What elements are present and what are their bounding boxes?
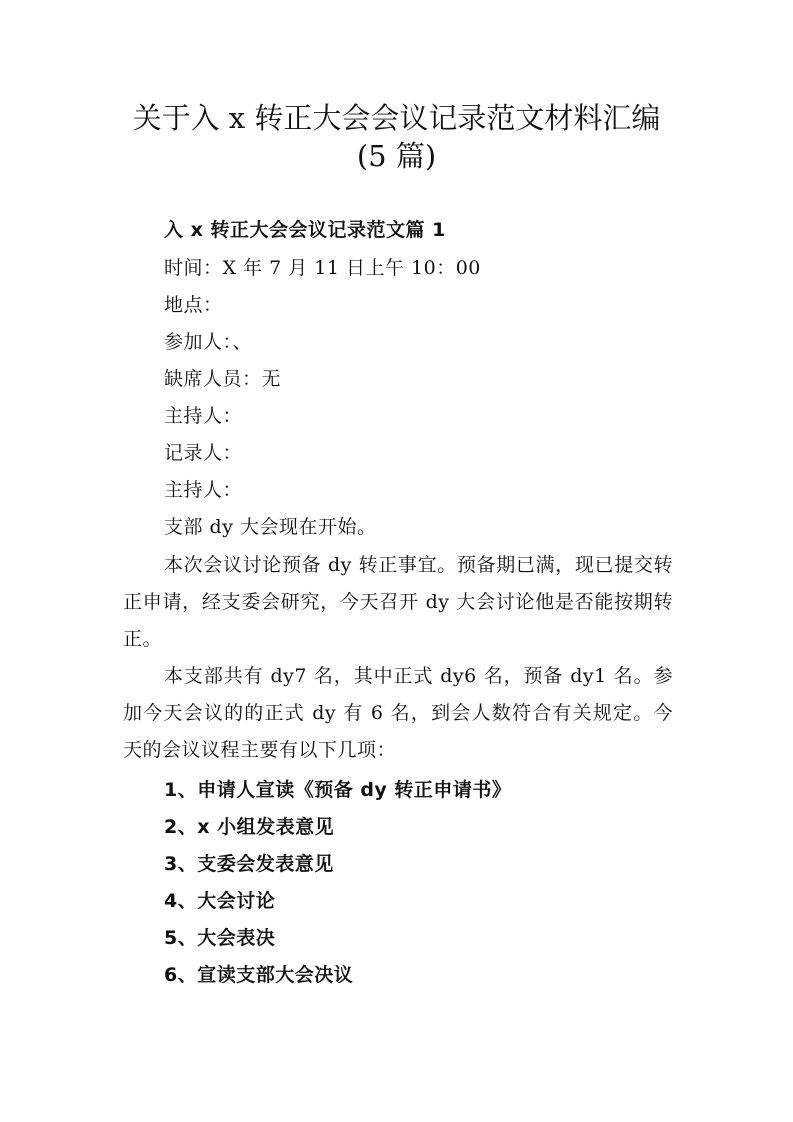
meeting-host: 主持人： — [164, 405, 243, 427]
agenda-item: 1、申请人宣读《预备 dy 转正申请书》 — [164, 779, 512, 801]
agenda-item: 3、支委会发表意见 — [164, 853, 334, 875]
agenda-item: 4、大会讨论 — [164, 890, 276, 912]
document-title-line2: (5 篇) — [356, 139, 437, 173]
document-title-line1: 关于入 x 转正大会会议记录范文材料汇编 — [132, 101, 661, 135]
agenda-item: 5、大会表决 — [164, 927, 276, 949]
section-heading: 入 x 转正大会会议记录范文篇 1 — [164, 219, 446, 241]
meeting-opening: 支部 dy 大会现在开始。 — [164, 516, 377, 538]
agenda-item: 2、x 小组发表意见 — [164, 816, 335, 838]
meeting-participants: 参加人：、 — [164, 331, 253, 353]
paragraph-1: 本次会议讨论预备 dy 转正事宜。预备期已满，现已提交转正申请，经支委会研究，今天召开 dy 大会讨论他是否能按期转正。 — [123, 554, 673, 650]
paragraph-2: 本支部共有 dy7 名，其中正式 dy6 名，预备 dy1 名。参加今天会议的的正式 dy 有 6 名，到会人数符合有关规定。今天的会议议程主要有以下几项： — [123, 665, 673, 761]
agenda-item: 6、宣读支部大会决议 — [164, 964, 354, 986]
meeting-host-2: 主持人： — [164, 479, 243, 501]
meeting-time: 时间：X 年 7 月 11 日上午 10：00 — [164, 257, 481, 279]
meeting-recorder: 记录人： — [164, 442, 243, 464]
meeting-absent: 缺席人员：无 — [164, 368, 282, 390]
meeting-location: 地点： — [164, 294, 223, 316]
